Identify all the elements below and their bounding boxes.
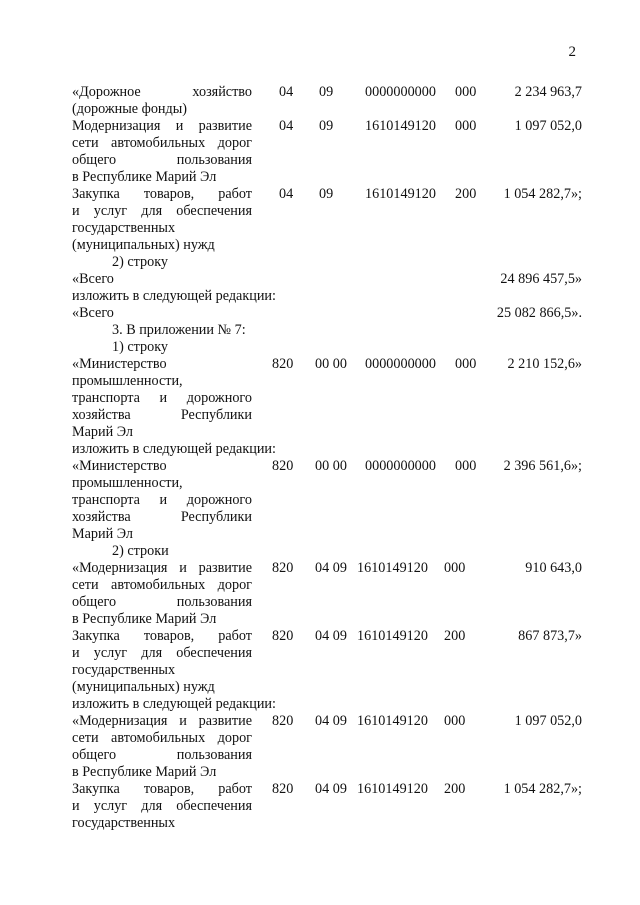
name-line: сети автомобильных дорог	[72, 730, 252, 746]
total-label: «Всего	[72, 305, 114, 321]
expense-type: 000	[455, 458, 477, 474]
target-code: 0000000000	[365, 84, 436, 100]
section-title: 3. В приложении № 7:	[112, 322, 246, 338]
name-line: «Модернизация и развитие	[72, 713, 252, 729]
name-line: и услуг для обеспечения	[72, 203, 252, 219]
name-line: (муниципальных) нужд	[72, 237, 215, 253]
expense-type: 200	[444, 628, 466, 644]
name-line: государственных	[72, 220, 176, 236]
name-line: хозяйства Республики	[72, 509, 252, 525]
name-line: «Модернизация и развитие	[72, 560, 252, 576]
replace-instruction: изложить в следующей редакции:	[72, 288, 276, 304]
name-line: транспорта и дорожного	[72, 390, 252, 406]
name-line: хозяйства Республики	[72, 407, 252, 423]
name-line: и услуг для обеспечения	[72, 645, 252, 661]
section-code: 00 00	[315, 458, 347, 474]
section-code: 00 00	[315, 356, 347, 372]
section-code: 04 09	[315, 713, 347, 729]
total-value: 24 896 457,5»	[500, 271, 582, 287]
table-row	[72, 781, 582, 832]
name-line: общего пользования	[72, 594, 252, 610]
section-code: 04	[279, 118, 294, 134]
name-line: общего пользования	[72, 152, 252, 168]
name-line: Модернизация и развитие	[72, 118, 252, 134]
expense-type: 000	[444, 560, 466, 576]
section-code: 04	[279, 84, 294, 100]
target-code: 1610149120	[365, 186, 436, 202]
name-line: Закупка товаров, работ	[72, 628, 252, 644]
section-code: 04 09	[315, 781, 347, 797]
target-code: 0000000000	[365, 458, 436, 474]
expense-type: 200	[455, 186, 477, 202]
target-code: 1610149120	[357, 628, 428, 644]
table-row	[72, 560, 582, 628]
name-line: в Республике Марий Эл	[72, 764, 217, 780]
expense-type: 000	[455, 118, 477, 134]
name-line: общего пользования	[72, 747, 252, 763]
total-label: «Всего	[72, 271, 114, 287]
target-code: 1610149120	[365, 118, 436, 134]
ministry-code: 820	[272, 560, 294, 576]
item-label: 1) строку	[112, 339, 169, 355]
name-line: Закупка товаров, работ	[72, 781, 252, 797]
ministry-code: 820	[272, 356, 294, 372]
expense-type: 000	[455, 356, 477, 372]
replace-instruction: изложить в следующей редакции:	[72, 696, 276, 712]
amount: 2 210 152,6»	[507, 356, 582, 372]
row-name	[72, 84, 252, 118]
name-line: сети автомобильных дорог	[72, 135, 252, 151]
item-label: 2) строки	[112, 543, 169, 559]
total-value: 25 082 866,5».	[496, 305, 582, 321]
name-line: государственных	[72, 662, 176, 678]
section-code: 04 09	[315, 560, 347, 576]
row-name	[72, 713, 252, 781]
row-name	[72, 560, 252, 628]
table-row	[72, 628, 582, 696]
row-name	[72, 356, 252, 441]
amount: 1 097 052,0	[514, 118, 582, 134]
row-name	[72, 118, 252, 186]
total-row	[72, 305, 582, 322]
expense-type: 000	[455, 84, 477, 100]
name-line: Марий Эл	[72, 526, 133, 542]
amount: 1 054 282,7»;	[503, 781, 582, 797]
expense-type: 200	[444, 781, 466, 797]
section-code: 04 09	[315, 628, 347, 644]
row-name	[72, 628, 252, 696]
target-code: 1610149120	[357, 713, 428, 729]
table-row	[72, 186, 582, 254]
table-row	[72, 458, 582, 543]
section-code: 04	[279, 186, 294, 202]
name-line: транспорта и дорожного	[72, 492, 252, 508]
name-line: в Республике Марий Эл	[72, 611, 217, 627]
row-name	[72, 186, 252, 254]
name-line: промышленности,	[72, 373, 183, 389]
table-row	[72, 713, 582, 781]
amount: 1 054 282,7»;	[503, 186, 582, 202]
subsection-code: 09	[319, 84, 334, 100]
name-line: (дорожные фонды)	[72, 101, 187, 117]
name-line: (муниципальных) нужд	[72, 679, 215, 695]
target-code: 0000000000	[365, 356, 436, 372]
item-label: 2) строку	[112, 254, 169, 270]
name-line: «Дорожное хозяйство	[72, 84, 252, 100]
ministry-code: 820	[272, 781, 294, 797]
total-row	[72, 271, 582, 288]
target-code: 1610149120	[357, 781, 428, 797]
name-line: государственных	[72, 815, 176, 831]
amount: 910 643,0	[525, 560, 582, 576]
subsection-code: 09	[319, 118, 334, 134]
row-name	[72, 458, 252, 543]
amount: 1 097 052,0	[514, 713, 582, 729]
amount: 2 234 963,7	[514, 84, 582, 100]
ministry-code: 820	[272, 458, 294, 474]
name-line: Марий Эл	[72, 424, 133, 440]
name-line: «Министерство	[72, 356, 167, 372]
document-body	[72, 84, 582, 832]
row-name	[72, 781, 252, 832]
name-line: промышленности,	[72, 475, 183, 491]
table-row	[72, 84, 582, 118]
ministry-code: 820	[272, 628, 294, 644]
target-code: 1610149120	[357, 560, 428, 576]
amount: 867 873,7»	[518, 628, 582, 644]
name-line: сети автомобильных дорог	[72, 577, 252, 593]
name-line: в Республике Марий Эл	[72, 169, 217, 185]
ministry-code: 820	[272, 713, 294, 729]
subsection-code: 09	[319, 186, 334, 202]
name-line: и услуг для обеспечения	[72, 798, 252, 814]
name-line: «Министерство	[72, 458, 167, 474]
table-row	[72, 356, 582, 441]
name-line: Закупка товаров, работ	[72, 186, 252, 202]
expense-type: 000	[444, 713, 466, 729]
page-number: 2	[568, 44, 576, 60]
table-row	[72, 118, 582, 186]
replace-instruction: изложить в следующей редакции:	[72, 441, 276, 457]
amount: 2 396 561,6»;	[503, 458, 582, 474]
